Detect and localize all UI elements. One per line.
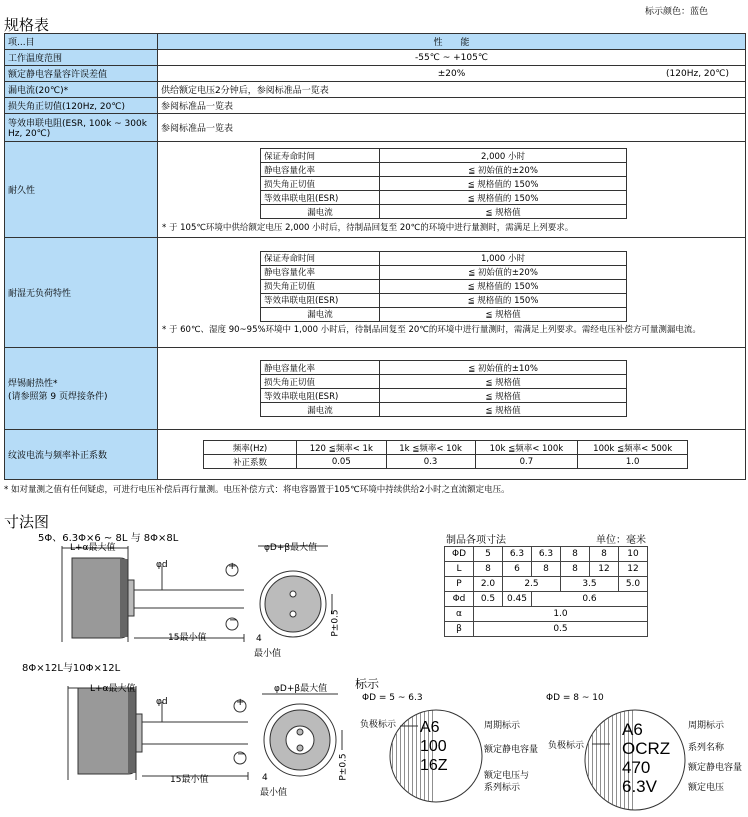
endurance-key: 损失角正切值 <box>261 177 380 191</box>
marking-right-line: 6.3V <box>622 777 657 796</box>
dim-cell: 1.0 <box>474 607 648 622</box>
humidity-key: 等效串联电阻(ESR) <box>261 293 380 307</box>
fig1-minus: − <box>229 615 238 626</box>
fig2-min15: 15最小值 <box>170 775 209 785</box>
marking-right-line: A6 <box>622 720 643 739</box>
coef-cell: 0.7 <box>475 455 578 469</box>
solder-val: ≦ 初始值的±10% <box>380 361 627 375</box>
dim-cell: 0.45 <box>503 592 532 607</box>
fig1-min4-num: 4 <box>256 634 262 644</box>
endurance-label: 耐久性 <box>5 142 158 238</box>
tan-label: 损失角正切值(120Hz, 20℃) <box>5 98 158 114</box>
dim-cell: 5 <box>474 547 503 562</box>
fig1-title: 5Φ、6.3Φ×6 ~ 8L 与 8Φ×8L <box>38 533 179 544</box>
right-capacity: 额定静电容量 <box>688 763 743 773</box>
fig2-minus: − <box>237 749 246 760</box>
dim-cell: 2.0 <box>474 577 503 592</box>
endurance-table <box>260 148 627 219</box>
coef-cell: 0.05 <box>297 455 387 469</box>
fig2-min4-num: 4 <box>262 773 268 783</box>
dim-row-header: α <box>445 607 474 622</box>
dim-cell: 8 <box>532 562 561 577</box>
coef-cell: 0.3 <box>386 455 475 469</box>
endurance-val: ≦ 规格值的 150% <box>380 177 627 191</box>
dim-cell: 0.6 <box>532 592 648 607</box>
solder-key: 漏电流 <box>261 403 380 417</box>
dim-cell: 12 <box>619 562 648 577</box>
fig1-min15: 15最小值 <box>168 633 207 643</box>
humidity-key: 损失角正切值 <box>261 279 380 293</box>
marking-right-text <box>622 720 670 796</box>
temp-label: 工作温度范围 <box>5 50 158 66</box>
endurance-val: ≦ 规格值 <box>380 205 627 219</box>
left-period: 周期标示 <box>484 721 521 731</box>
tol-note: (120Hz, 20℃) <box>666 68 729 79</box>
coef-cell: 1.0 <box>578 455 688 469</box>
marking-right-line: OCRZ <box>622 739 671 758</box>
tan-value: 参阅标准品一览表 <box>158 98 746 114</box>
left-voltage: 额定电压与 <box>484 771 530 781</box>
dim-row-header: L <box>445 562 474 577</box>
endurance-key: 保证寿命时间 <box>261 149 380 163</box>
solder-key: 损失角正切值 <box>261 375 380 389</box>
fig2-plus: + <box>236 697 245 708</box>
endurance-key: 等效串联电阻(ESR) <box>261 191 380 205</box>
freq-label: 频率(Hz) <box>204 441 297 455</box>
dim-table <box>444 546 648 637</box>
esr-label: 等效串联电阻(ESR, 100k ~ 300k Hz, 20℃) <box>5 114 158 142</box>
dim-cell: 12 <box>590 562 619 577</box>
dim-cell: 5.0 <box>619 577 648 592</box>
solder-val: ≦ 规格值 <box>380 375 627 389</box>
endurance-key: 漏电流 <box>261 205 380 219</box>
dim-cell: 8 <box>474 562 503 577</box>
endurance-val: ≦ 规格值的 150% <box>380 191 627 205</box>
humidity-val: 1,000 小时 <box>380 251 627 265</box>
marking-left-title: ΦD = 5 ~ 6.3 <box>362 693 423 703</box>
humidity-key: 漏电流 <box>261 307 380 321</box>
endurance-note: * 于 105℃环境中供给额定电压 2,000 小时后，待制品回复至 20℃的环境中进行量测时，需满足上列要求。 <box>162 223 574 233</box>
coef-label: 补正系数 <box>204 455 297 469</box>
dim-cell: 6.3 <box>503 547 532 562</box>
dim-cell: 8 <box>561 562 590 577</box>
dim-row-header: P <box>445 577 474 592</box>
humidity-val: ≦ 规格值 <box>380 307 627 321</box>
head-perf: 性 能 <box>158 34 746 50</box>
dim-cell: 10 <box>619 547 648 562</box>
dim-cell: 0.5 <box>474 592 503 607</box>
marking-left-line: A6 <box>420 719 440 736</box>
solder-val: ≦ 规格值 <box>380 389 627 403</box>
fig1-plus: + <box>228 561 237 572</box>
dims-title: 寸法图 <box>4 513 50 531</box>
fig1-l-max: L+α最大值 <box>70 543 116 553</box>
esr-value: 参阅标准品一览表 <box>158 114 746 142</box>
freq-cell: 10k ≦频率< 100k <box>475 441 578 455</box>
dim-cell: 0.5 <box>474 622 648 637</box>
dim-row-header: β <box>445 622 474 637</box>
humidity-key: 保证寿命时间 <box>261 251 380 265</box>
tol-value: ±20% <box>437 68 466 79</box>
color-note: 标示颜色：蓝色 <box>644 7 708 17</box>
fig1-d-max: φD+β最大值 <box>264 543 318 553</box>
left-series: 系列标示 <box>484 783 521 793</box>
humidity-val: ≦ 初始值的±20% <box>380 265 627 279</box>
right-voltage: 额定电压 <box>688 783 725 793</box>
leak-value: 供给额定电压2分钟后，参阅标准品一览表 <box>158 82 746 98</box>
capacitor-top-view-2 <box>234 694 342 776</box>
fig2-p: P±0.5 <box>338 753 349 781</box>
endurance-key: 静电容量化率 <box>261 163 380 177</box>
fig1-p: P±0.5 <box>330 609 341 637</box>
ripple-label: 纹波电流与频率补正系数 <box>5 430 158 480</box>
marking-right-line: 470 <box>622 758 651 777</box>
humidity-label: 耐湿无负荷特性 <box>5 238 158 348</box>
dim-cell: 6.3 <box>532 547 561 562</box>
temp-value: -55℃ ~ +105℃ <box>158 50 746 66</box>
solder-val: ≦ 规格值 <box>380 403 627 417</box>
endurance-val: 2,000 小时 <box>380 149 627 163</box>
fig2-l-max: L+α最大值 <box>90 684 136 694</box>
capacitor-side-view-1 <box>62 546 244 642</box>
spec-table <box>4 33 746 480</box>
dim-table-title: 制品各项寸法 <box>446 535 506 546</box>
head-item: 项...目 <box>5 34 158 50</box>
fig2-min4: 最小值 <box>260 788 288 798</box>
fig2-phid: φd <box>156 697 168 707</box>
tol-label: 额定静电容量容许误差值 <box>5 66 158 82</box>
freq-cell: 1k ≦频率< 10k <box>386 441 475 455</box>
solder-key: 等效串联电阻(ESR) <box>261 389 380 403</box>
leak-label: 漏电流(20℃)* <box>5 82 158 98</box>
ripple-table <box>203 440 688 469</box>
footnote: * 如对量测之值有任何疑虑，可进行电压补偿后再行量测。电压补偿方式：将电容器置于105℃环境中持续供给2小时之直流额定电压。 <box>4 485 510 495</box>
solder-label: 焊锡耐热性* <box>8 378 58 389</box>
fig1-min4: 最小值 <box>254 649 282 659</box>
neg-label-right: 负极标示 <box>548 741 585 751</box>
freq-cell: 120 ≦频率< 1k <box>297 441 387 455</box>
dim-cell: 2.5 <box>503 577 561 592</box>
humidity-val: ≦ 规格值的 150% <box>380 279 627 293</box>
humidity-table <box>260 251 627 322</box>
fig1-phid: φd <box>156 560 168 570</box>
solder-key: 静电容量化率 <box>261 361 380 375</box>
humidity-note: * 于 60℃、湿度 90~95%环境中 1,000 小时后，待制品回复至 20℃的环境中进行量测时，需满足上列要求。需经电压补偿方可量测漏电流。 <box>162 324 701 335</box>
fig2-title: 8Φ×12L与10Φ×12L <box>22 663 121 674</box>
fig2-d-max: φD+β最大值 <box>274 684 328 694</box>
marking-left-line: 16Z <box>420 757 448 774</box>
right-period: 周期标示 <box>688 721 725 731</box>
freq-cell: 100k ≦频率< 500k <box>578 441 688 455</box>
humidity-key: 静电容量化率 <box>261 265 380 279</box>
dim-table-unit: 单位：毫米 <box>596 535 646 546</box>
dim-row-header: ΦD <box>445 547 474 562</box>
dim-cell: 8 <box>590 547 619 562</box>
capacitor-top-view-1 <box>226 546 332 637</box>
endurance-val: ≦ 初始值的±20% <box>380 163 627 177</box>
marking-left-text <box>420 718 448 775</box>
solder-sublabel: (请参照第 9 页焊接条件) <box>8 391 108 402</box>
dim-cell: 8 <box>561 547 590 562</box>
solder-table <box>260 360 627 417</box>
marking-right-title: ΦD = 8 ~ 10 <box>546 693 604 703</box>
left-capacity: 额定静电容量 <box>484 745 539 755</box>
neg-label-left: 负极标示 <box>360 720 397 730</box>
dim-row-header: Φd <box>445 592 474 607</box>
dim-cell: 3.5 <box>561 577 619 592</box>
marking-title: 标示 <box>355 677 380 691</box>
dim-cell: 6 <box>503 562 532 577</box>
marking-left-line: 100 <box>420 738 447 755</box>
humidity-val: ≦ 规格值的 150% <box>380 293 627 307</box>
right-series-name: 系列名称 <box>688 743 725 753</box>
spec-title: 规格表 <box>4 16 50 34</box>
